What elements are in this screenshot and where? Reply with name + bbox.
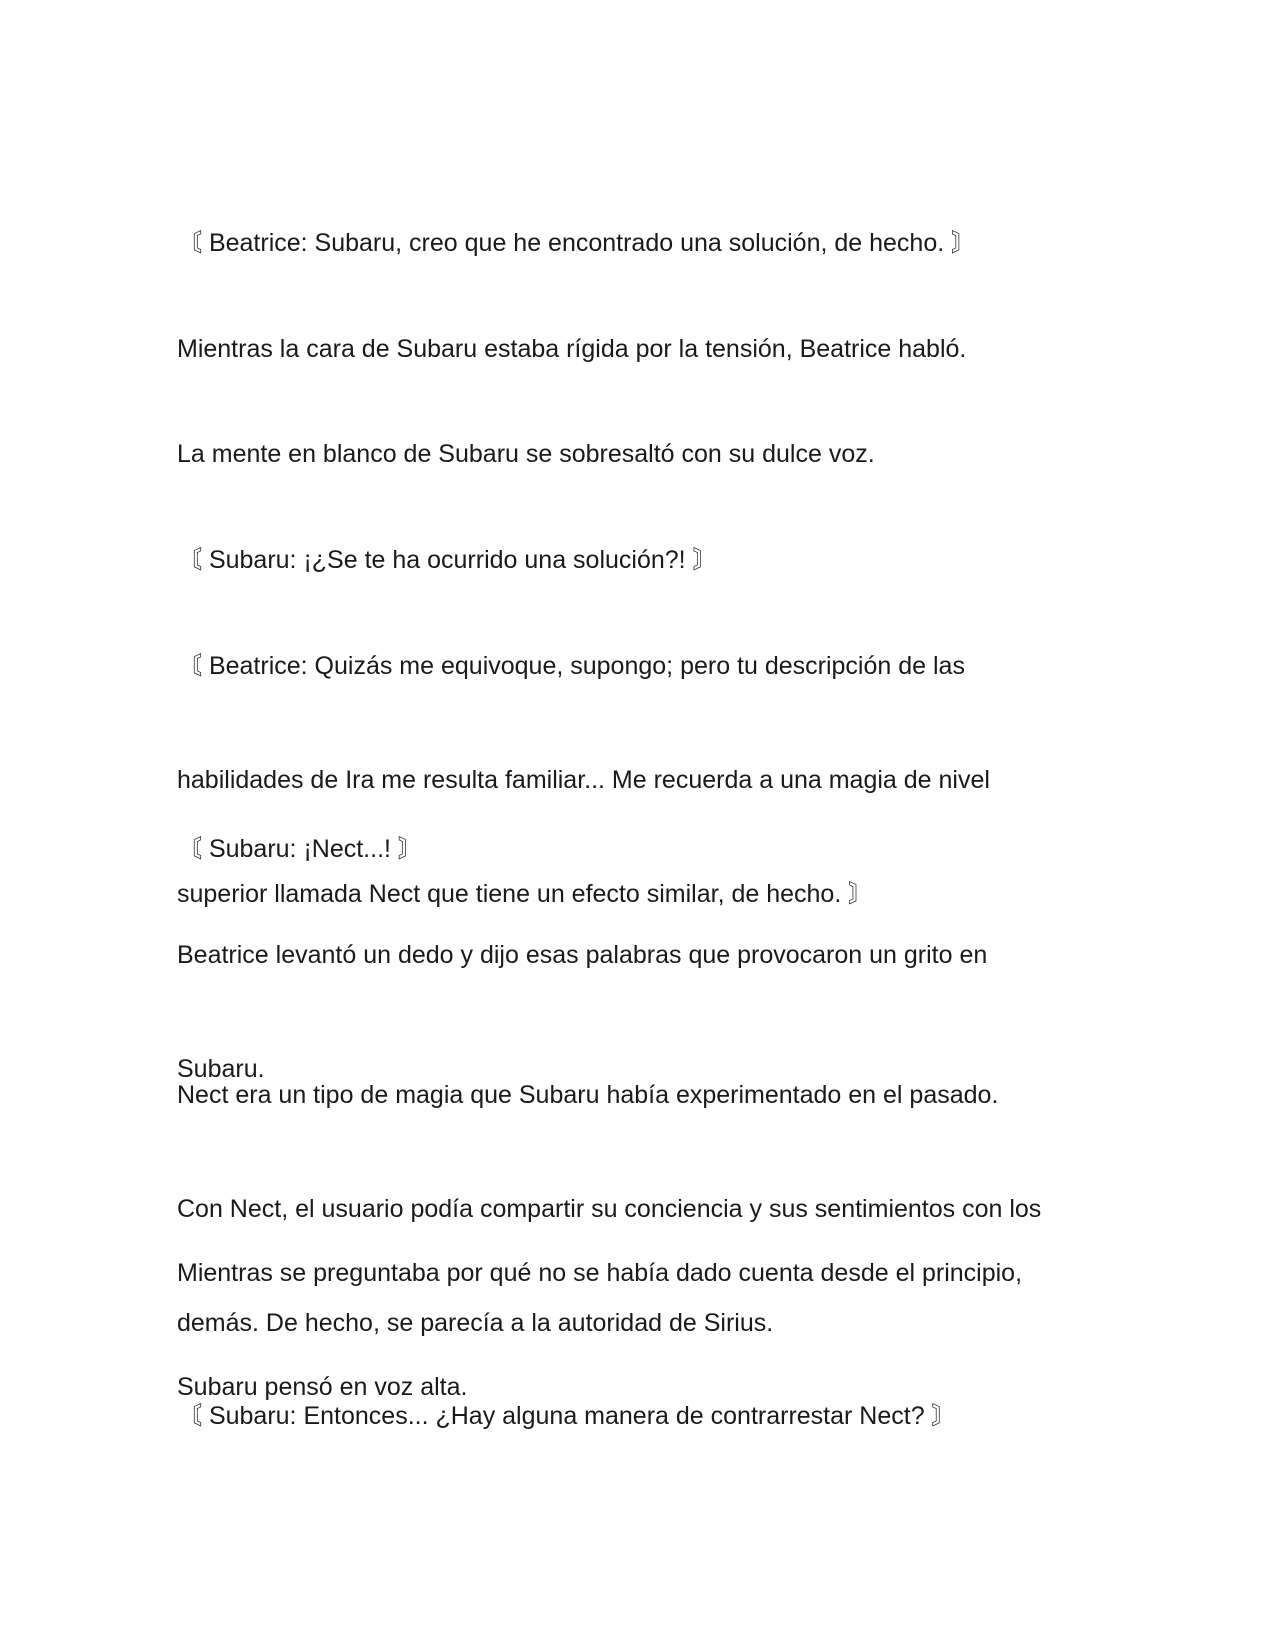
text-line: 〘 Beatrice: Quizás me equivoque, supongo; pero tu descripción de las <box>177 652 965 680</box>
text-line: 〘 Subaru: ¡¿Se te ha ocurrido una solución?! 〙 <box>177 546 718 574</box>
text-line: Beatrice levantó un dedo y dijo esas palabras que provocaron un grito en <box>177 941 988 969</box>
text-line: Con Nect, el usuario podía compartir su conciencia y sus sentimientos con los <box>177 1195 1042 1223</box>
dialogue-subaru-counter <box>177 1321 1117 1511</box>
text-line: superior llamada Nect que tiene un efecto similar, de hecho. 〙 <box>177 880 874 908</box>
text-line: Mientras la cara de Subaru estaba rígida por la tensión, Beatrice habló. <box>177 335 967 363</box>
text-line: 〘 Subaru: Entonces... ¿Hay alguna manera de contrarrestar Nect? 〙 <box>177 1402 957 1430</box>
text-line: Nect era un tipo de magia que Subaru había experimentado en el pasado. <box>177 1081 999 1109</box>
text-line: Subaru pensó en voz alta. <box>177 1373 468 1401</box>
text-line: habilidades de Ira me resulta familiar... Me recuerda a una magia de nivel <box>177 766 990 794</box>
text-line: demás. De hecho, se parecía a la autoridad de Sirius. <box>177 1309 774 1337</box>
text-line: La mente en blanco de Subaru se sobresaltó con su dulce voz. <box>177 440 875 468</box>
text-line: Mientras se preguntaba por qué no se había dado cuenta desde el principio, <box>177 1259 1023 1287</box>
text-line: 〘 Subaru: ¡Nect...! 〙 <box>177 835 423 863</box>
text-line: 〘 Beatrice: Subaru, creo que he encontrado una solución, de hecho. 〙 <box>177 229 977 257</box>
text-line: Subaru. <box>177 1055 265 1083</box>
